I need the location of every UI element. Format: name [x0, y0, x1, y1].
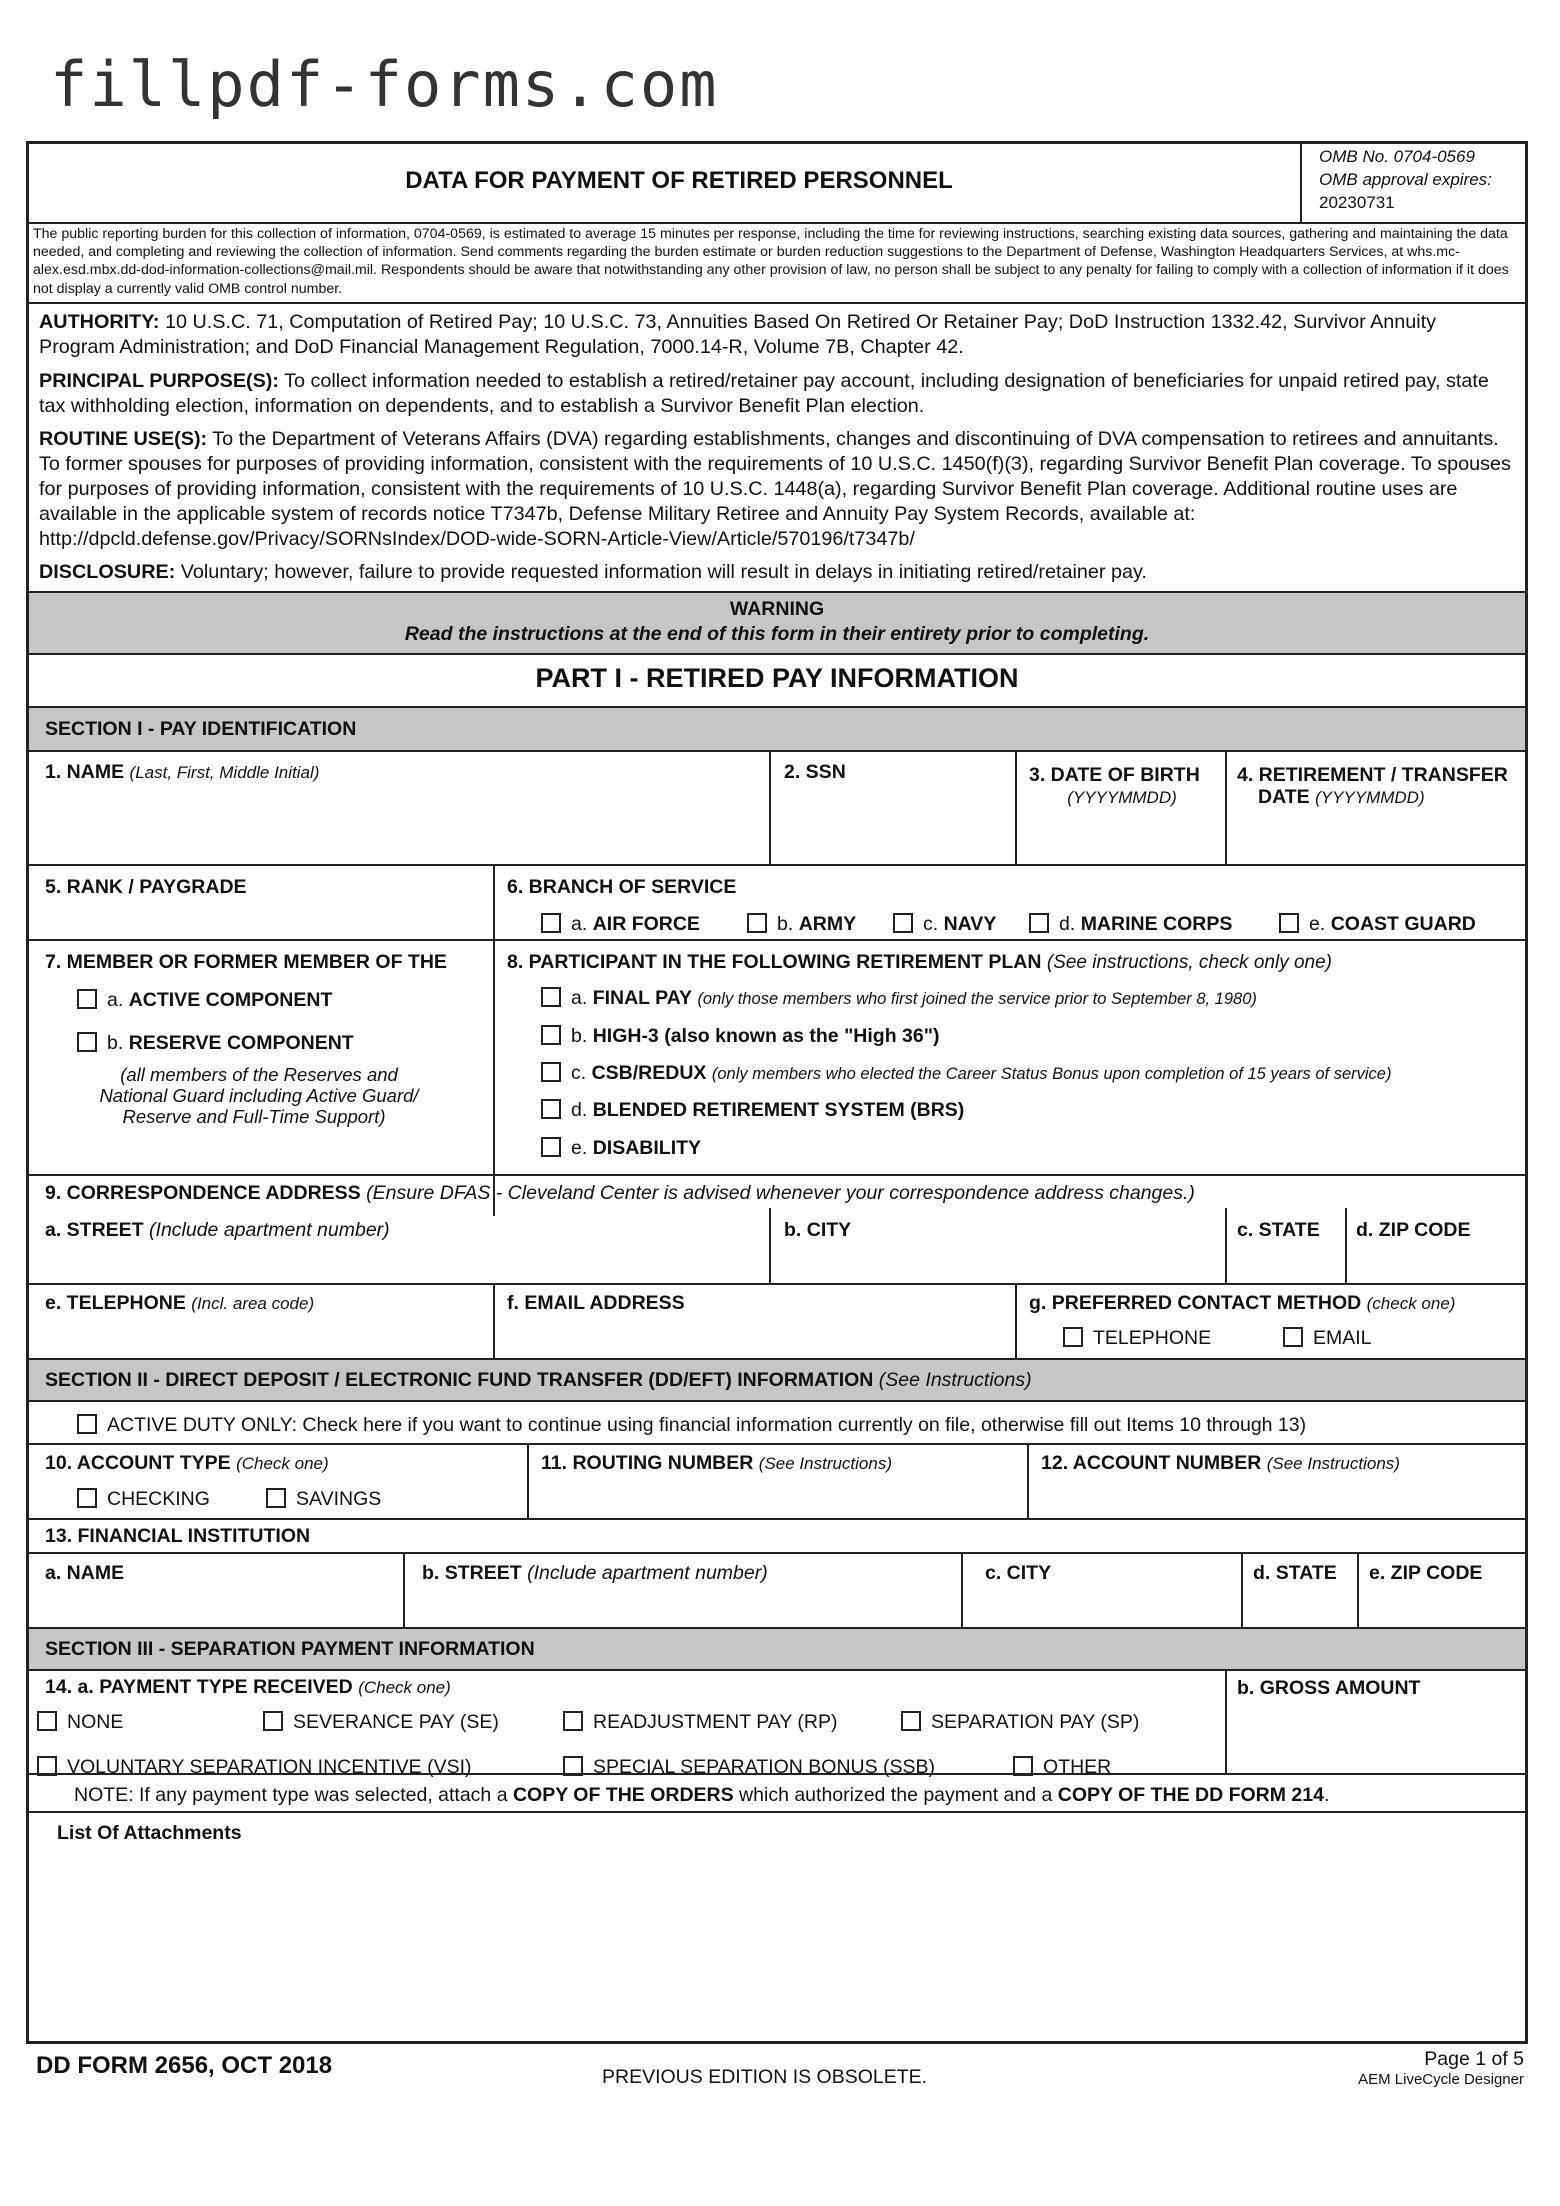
- ssn-label: 2. SSN: [784, 761, 846, 783]
- reserve-note-1: (all members of the Reserves and: [120, 1064, 398, 1085]
- burden-statement: The public reporting burden for this collection of information, 0704-0569, is estimated to average 15 minutes per response, including the time for reviewing instructions, searching existing data sources, gathering and maintaining the data needed, and completing and reviewing the collection of information. Send comments regarding the burden estimate or burden reduction suggestions to the Department of Defense, Washington Headquarters Services, at whs.mc-alex.esd.mbx.dd-dod-information-collections@mail.mil. Respondents should be aware that notwithstanding any other provision of law, no person shall be subject to any penalty for failing to comply with a collection of information if it does not display a currently valid OMB control number.: [33, 226, 1509, 297]
- routing-input[interactable]: [529, 1445, 1013, 1516]
- name-input[interactable]: [31, 752, 767, 863]
- email-label: f. EMAIL ADDRESS: [507, 1292, 685, 1314]
- rank-input[interactable]: [31, 866, 491, 937]
- csb-redux-checkbox[interactable]: [541, 1062, 561, 1082]
- authority-label: AUTHORITY:: [39, 311, 160, 333]
- section3-title: SECTION III - SEPARATION PAYMENT INFORMATION: [45, 1638, 535, 1660]
- brs-checkbox[interactable]: [541, 1099, 561, 1119]
- branch-marine-corps[interactable]: d. MARINE CORPS: [1029, 913, 1232, 936]
- army-checkbox[interactable]: [747, 913, 767, 933]
- street-label: a. STREET (Include apartment number): [45, 1219, 390, 1241]
- plan-csb-redux[interactable]: c. CSB/REDUX (only members who elected the Career Status Bonus upon completion of 15 years of service): [541, 1062, 1391, 1085]
- branch-army[interactable]: b. ARMY: [747, 913, 856, 936]
- dob-hint: (YYYYMMDD): [1067, 788, 1177, 807]
- disability-checkbox[interactable]: [541, 1137, 561, 1157]
- section2-title: SECTION II - DIRECT DEPOSIT / ELECTRONIC FUND TRANSFER (DD/EFT) INFORMATION (See Instructions): [45, 1369, 1032, 1391]
- routine-use-paragraph: [39, 427, 1515, 552]
- account-type-label: 10. ACCOUNT TYPE (Check one): [45, 1452, 329, 1474]
- city-label: b. CITY: [784, 1219, 852, 1241]
- page-number: Page 1 of 5: [1424, 2048, 1524, 2070]
- section1-title: SECTION I - PAY IDENTIFICATION: [45, 718, 357, 740]
- form-title: DATA FOR PAYMENT OF RETIRED PERSONNEL: [405, 167, 953, 194]
- bank-city-input[interactable]: [963, 1554, 1239, 1625]
- form-id: DD FORM 2656, OCT 2018: [36, 2052, 333, 2079]
- gross-amount-input[interactable]: [1227, 1671, 1523, 1771]
- readjustment-checkbox[interactable]: [563, 1711, 583, 1731]
- severance-checkbox[interactable]: [263, 1711, 283, 1731]
- zip-label: d. ZIP CODE: [1356, 1219, 1471, 1241]
- reserve-note-2: National Guard including Active Guard/: [99, 1085, 419, 1106]
- telephone-input[interactable]: [31, 1285, 491, 1356]
- dob-input[interactable]: [1017, 752, 1223, 863]
- attachments-input[interactable]: [31, 1813, 1523, 2041]
- omb-number: OMB No. 0704-0569: [1319, 147, 1475, 166]
- plan-final-pay[interactable]: a. FINAL PAY (only those members who first joined the service prior to September 8, 1980): [541, 987, 1257, 1010]
- bank-name-input[interactable]: [31, 1554, 401, 1625]
- disclosure-text: Voluntary; however, failure to provide requested information will result in delays in initiating retired/retainer pay.: [175, 561, 1147, 583]
- account-number-label: 12. ACCOUNT NUMBER (See Instructions): [1041, 1452, 1400, 1474]
- bank-street-label: b. STREET (Include apartment number): [422, 1562, 768, 1584]
- street-input[interactable]: [31, 1210, 767, 1281]
- active-component-checkbox[interactable]: [77, 989, 97, 1009]
- reserve-note-3: Reserve and Full-Time Support): [122, 1106, 386, 1127]
- marine-corps-checkbox[interactable]: [1029, 913, 1049, 933]
- zip-input[interactable]: [1347, 1210, 1523, 1281]
- attachment-note: NOTE: If any payment type was selected, attach a COPY OF THE ORDERS which authorized the payment and a COPY OF THE DD FORM 214.: [74, 1784, 1330, 1806]
- branch-navy[interactable]: c. NAVY: [893, 913, 996, 936]
- separation-checkbox[interactable]: [901, 1711, 921, 1731]
- obsolete-note: PREVIOUS EDITION IS OBSOLETE.: [602, 2066, 928, 2088]
- warning-text: Read the instructions at the end of this form in their entirety prior to completing.: [404, 623, 1150, 645]
- high-3-checkbox[interactable]: [541, 1025, 561, 1045]
- reserve-component-option[interactable]: b. RESERVE COMPONENT: [77, 1032, 354, 1055]
- disclosure-paragraph: [39, 560, 1515, 585]
- plan-brs[interactable]: d. BLENDED RETIREMENT SYSTEM (BRS): [541, 1099, 964, 1122]
- purpose-paragraph: [39, 369, 1515, 419]
- navy-checkbox[interactable]: [893, 913, 913, 933]
- bank-street-input[interactable]: [405, 1554, 959, 1625]
- dob-label: 3. DATE OF BIRTH: [1029, 764, 1200, 786]
- contact-telephone-option[interactable]: TELEPHONE: [1063, 1327, 1211, 1350]
- attachments-label: List Of Attachments: [57, 1822, 242, 1844]
- bank-zip-label: e. ZIP CODE: [1369, 1562, 1483, 1584]
- payment-separation-option[interactable]: SEPARATION PAY (SP): [901, 1711, 1139, 1734]
- contact-telephone-checkbox[interactable]: [1063, 1327, 1083, 1347]
- routine-label: ROUTINE USE(S):: [39, 428, 208, 450]
- bank-state-label: d. STATE: [1253, 1562, 1337, 1584]
- payment-readjustment-option[interactable]: READJUSTMENT PAY (RP): [563, 1711, 838, 1734]
- checking-option[interactable]: CHECKING: [77, 1488, 210, 1511]
- payment-type-label: 14. a. PAYMENT TYPE RECEIVED (Check one): [45, 1676, 451, 1698]
- purpose-text: To collect information needed to establish a retired/retainer pay account, including designation of beneficiaries for unpaid retired pay, state tax withholding election, information on dependents, and to establish a Survivor Benefit Plan election.: [39, 370, 1489, 417]
- designer-credit: AEM LiveCycle Designer: [1358, 2071, 1524, 2088]
- rank-label: 5. RANK / PAYGRADE: [45, 876, 247, 898]
- plan-high-3[interactable]: b. HIGH-3 (also known as the "High 36"): [541, 1025, 939, 1048]
- branch-coast-guard[interactable]: e. COAST GUARD: [1279, 913, 1476, 936]
- branch-air-force[interactable]: a. AIR FORCE: [541, 913, 700, 936]
- gross-amount-label: b. GROSS AMOUNT: [1237, 1677, 1421, 1699]
- dd-form-2656: [26, 141, 1528, 2044]
- contact-email-checkbox[interactable]: [1283, 1327, 1303, 1347]
- contact-method-label: g. PREFERRED CONTACT METHOD (check one): [1029, 1292, 1456, 1314]
- none-checkbox[interactable]: [37, 1711, 57, 1731]
- branch-label: 6. BRANCH OF SERVICE: [507, 876, 737, 898]
- omb-expires: OMB approval expires:: [1319, 170, 1492, 189]
- bank-name-label: a. NAME: [45, 1562, 125, 1584]
- reserve-component-checkbox[interactable]: [77, 1032, 97, 1052]
- part1-title: PART I - RETIRED PAY INFORMATION: [535, 663, 1019, 693]
- state-label: c. STATE: [1237, 1219, 1320, 1241]
- payment-other-option[interactable]: OTHER: [1013, 1756, 1111, 1779]
- bank-zip-input[interactable]: [1359, 1554, 1523, 1625]
- payment-severance-option[interactable]: SEVERANCE PAY (SE): [263, 1711, 499, 1734]
- disclosure-label: DISCLOSURE:: [39, 561, 176, 583]
- state-input[interactable]: [1227, 1210, 1343, 1281]
- name-label: 1. NAME (Last, First, Middle Initial): [45, 761, 320, 783]
- correspondence-label: 9. CORRESPONDENCE ADDRESS (Ensure DFAS - Cleveland Center is advised whenever your correspondence address changes.): [45, 1182, 1195, 1204]
- city-input[interactable]: [771, 1210, 1223, 1281]
- final-pay-checkbox[interactable]: [541, 987, 561, 1007]
- bank-state-input[interactable]: [1243, 1554, 1355, 1625]
- member-of-label: 7. MEMBER OR FORMER MEMBER OF THE: [45, 951, 447, 973]
- checking-checkbox[interactable]: [77, 1488, 97, 1508]
- retirement-date-label: 4. RETIREMENT / TRANSFER: [1237, 764, 1508, 786]
- financial-institution-label: 13. FINANCIAL INSTITUTION: [45, 1525, 311, 1547]
- payment-vsi-option[interactable]: VOLUNTARY SEPARATION INCENTIVE (VSI): [37, 1756, 472, 1779]
- watermark: fillpdf-forms.com: [50, 48, 719, 121]
- email-input[interactable]: [495, 1285, 1013, 1356]
- retirement-date-label-2: DATE (YYYYMMDD): [1258, 786, 1425, 808]
- plan-disability[interactable]: e. DISABILITY: [541, 1137, 701, 1160]
- payment-none-option[interactable]: NONE: [37, 1711, 123, 1734]
- bank-city-label: c. CITY: [985, 1562, 1052, 1584]
- air-force-checkbox[interactable]: [541, 913, 561, 933]
- purpose-label: PRINCIPAL PURPOSE(S):: [39, 370, 279, 392]
- routing-label: 11. ROUTING NUMBER (See Instructions): [541, 1452, 893, 1474]
- retirement-plan-label: 8. PARTICIPANT IN THE FOLLOWING RETIREMENT PLAN (See instructions, check only one): [507, 951, 1332, 973]
- account-number-input[interactable]: [1029, 1445, 1523, 1516]
- coast-guard-checkbox[interactable]: [1279, 913, 1299, 933]
- retirement-date-input[interactable]: [1227, 752, 1523, 863]
- omb-date: 20230731: [1319, 193, 1395, 212]
- contact-email-option[interactable]: EMAIL: [1283, 1327, 1372, 1350]
- active-duty-option[interactable]: ACTIVE DUTY ONLY: Check here if you want to continue using financial information currently on file, otherwise fill out Items 10 through 13): [77, 1414, 1306, 1437]
- routine-text: To the Department of Veterans Affairs (DVA) regarding establishments, changes and discontinuing of DVA compensation to retirees and annuitants. To former spouses for purposes of providing information, consistent with the requirements of 10 U.S.C. 1450(f)(3), regarding Survivor Benefit Plan coverage. To spouses for purposes of providing information, consistent with the requirements of 10 U.S.C. 1448(a), regarding Survivor Benefit Plan coverage. Additional routine uses are available in the applicable system of records notice T7347b, Defense Military Retiree and Annuity Pay System Records, available at: http://dpcld.defense.gov/Privacy/SORNsIndex/DOD-wide-SORN-Article-View/Article/570196/t7347b/: [39, 428, 1511, 550]
- active-duty-checkbox[interactable]: [77, 1414, 97, 1434]
- warning-title: WARNING: [729, 598, 825, 620]
- authority-text: 10 U.S.C. 71, Computation of Retired Pay; 10 U.S.C. 73, Annuities Based On Retired Or Retainer Pay; DoD Instruction 1332.42, Survivor Annuity Program Administration; and DoD Financial Management Regulation, 7000.14-R, Volume 7B, Chapter 42.: [39, 311, 1437, 358]
- ssn-input[interactable]: [771, 752, 1013, 863]
- savings-option[interactable]: SAVINGS: [266, 1488, 381, 1511]
- payment-ssb-option[interactable]: SPECIAL SEPARATION BONUS (SSB): [563, 1756, 935, 1779]
- savings-checkbox[interactable]: [266, 1488, 286, 1508]
- authority-paragraph: [39, 310, 1515, 360]
- active-component-option[interactable]: a. ACTIVE COMPONENT: [77, 989, 332, 1012]
- telephone-label: e. TELEPHONE (Incl. area code): [45, 1292, 315, 1314]
